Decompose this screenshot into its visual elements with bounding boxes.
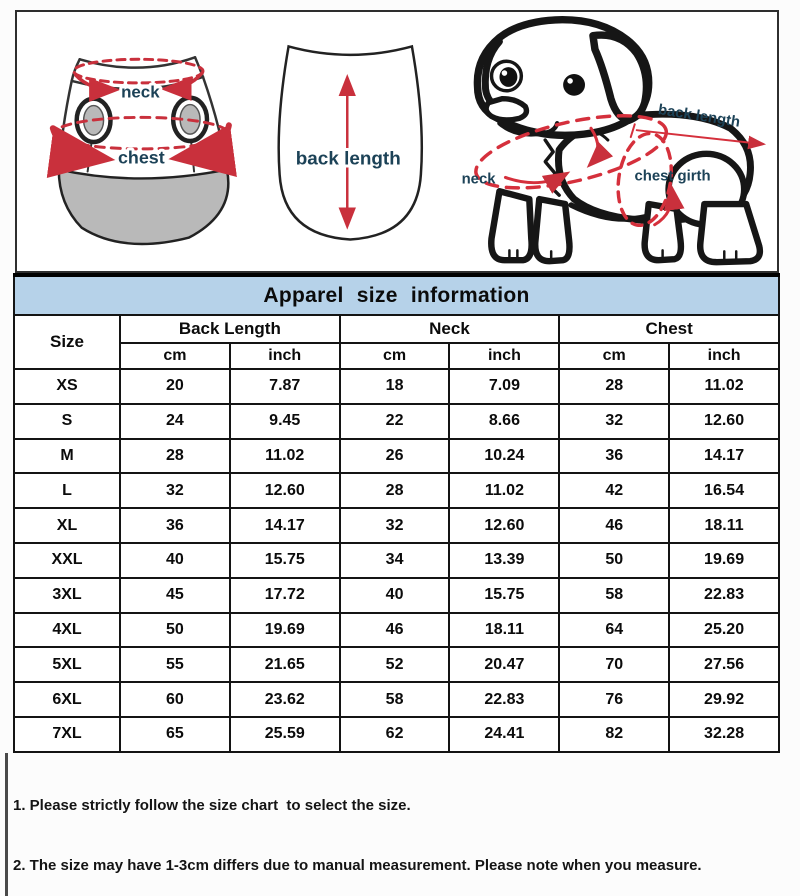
measurement-cell: 23.62 (230, 682, 340, 717)
measurement-cell: 18.11 (669, 508, 779, 543)
measurement-cell: 25.20 (669, 613, 779, 648)
measurement-cell: 28 (120, 439, 230, 474)
measurement-cell: 32 (120, 473, 230, 508)
unit-header-inch: inch (230, 343, 340, 369)
size-row-xs (14, 369, 779, 404)
size-label-cell: XXL (14, 543, 120, 578)
measurement-diagram (17, 12, 777, 271)
unit-header-inch: inch (449, 343, 559, 369)
measurement-cell: 46 (340, 613, 450, 648)
measurement-cell: 26 (340, 439, 450, 474)
measurement-cell: 9.45 (230, 404, 340, 439)
dog-nose (486, 99, 526, 120)
dog-chest-girth-label: chest girth (634, 168, 711, 185)
measurement-cell: 24.41 (449, 717, 559, 752)
measurement-cell: 11.02 (669, 369, 779, 404)
table-title-row (14, 275, 779, 315)
back-length-group-header: Back Length (120, 315, 340, 343)
table-unit-header-row (14, 343, 779, 369)
unit-header-cm: cm (559, 343, 669, 369)
measurement-cell: 24 (120, 404, 230, 439)
measurement-cell: 45 (120, 578, 230, 613)
measurement-cell: 11.02 (449, 473, 559, 508)
measurement-cell: 12.60 (449, 508, 559, 543)
note-line-2: 2. The size may have 1-3cm differs due to manual measurement. Please note when you measure. (13, 857, 702, 874)
dog-back-length-label: back length (656, 102, 742, 131)
measurement-cell: 65 (120, 717, 230, 752)
measurement-cell: 46 (559, 508, 669, 543)
measurement-cell: 25.59 (230, 717, 340, 752)
measurement-cell: 18.11 (449, 613, 559, 648)
measurement-cell: 12.60 (669, 404, 779, 439)
measurement-cell: 21.65 (230, 647, 340, 682)
measurement-cell: 27.56 (669, 647, 779, 682)
measurement-cell: 19.69 (230, 613, 340, 648)
size-row-l (14, 473, 779, 508)
measurement-cell: 22.83 (669, 578, 779, 613)
measurement-cell: 16.54 (669, 473, 779, 508)
neck-group-header: Neck (340, 315, 560, 343)
garment-chest-label: chest (117, 147, 165, 168)
measurement-cell: 40 (340, 578, 450, 613)
unit-header-cm: cm (340, 343, 450, 369)
measurement-cell: 18 (340, 369, 450, 404)
measurement-cell: 14.17 (230, 508, 340, 543)
garment-back-outline (279, 46, 422, 239)
garment-back-length-label: back length (295, 147, 401, 169)
size-row-7xl (14, 717, 779, 752)
measurement-cell: 15.75 (449, 578, 559, 613)
measurement-cell: 36 (559, 439, 669, 474)
measurement-cell: 42 (559, 473, 669, 508)
measurement-cell: 50 (559, 543, 669, 578)
measurement-cell: 14.17 (669, 439, 779, 474)
size-row-5xl (14, 647, 779, 682)
size-row-xxl (14, 543, 779, 578)
measurement-cell: 17.72 (230, 578, 340, 613)
size-row-m (14, 439, 779, 474)
measurement-cell: 19.69 (669, 543, 779, 578)
measurement-cell: 70 (559, 647, 669, 682)
size-table-body (14, 369, 779, 752)
size-label-cell: XS (14, 369, 120, 404)
measurement-cell: 58 (559, 578, 669, 613)
size-row-3xl (14, 578, 779, 613)
size-table (13, 273, 780, 753)
measurement-cell: 82 (559, 717, 669, 752)
size-label-cell: 6XL (14, 682, 120, 717)
footer-notes (5, 753, 793, 896)
dog-neck-label: neck (461, 171, 496, 188)
size-label-cell: L (14, 473, 120, 508)
size-label-cell: S (14, 404, 120, 439)
unit-header-inch: inch (669, 343, 779, 369)
measurement-cell: 8.66 (449, 404, 559, 439)
measurement-cell: 22 (340, 404, 450, 439)
size-label-cell: M (14, 439, 120, 474)
measurement-cell: 22.83 (449, 682, 559, 717)
garment-front-hem (59, 170, 229, 244)
measurement-diagram-panel (15, 10, 779, 273)
measurement-cell: 58 (340, 682, 450, 717)
note-line-1: 1. Please strictly follow the size chart to select the size. (13, 797, 411, 814)
size-label-cell: 4XL (14, 613, 120, 648)
garment-back-diagram (279, 46, 422, 239)
measurement-cell: 12.60 (230, 473, 340, 508)
measurement-cell: 32 (559, 404, 669, 439)
measurement-cell: 62 (340, 717, 450, 752)
measurement-cell: 11.02 (230, 439, 340, 474)
measurement-cell: 28 (559, 369, 669, 404)
measurement-cell: 10.24 (449, 439, 559, 474)
size-label-cell: 5XL (14, 647, 120, 682)
measurement-cell: 55 (120, 647, 230, 682)
size-label-cell: 7XL (14, 717, 120, 752)
measurement-cell: 52 (340, 647, 450, 682)
measurement-cell: 7.87 (230, 369, 340, 404)
measurement-cell: 20 (120, 369, 230, 404)
measurement-cell: 76 (559, 682, 669, 717)
chest-group-header: Chest (559, 315, 779, 343)
size-row-6xl (14, 682, 779, 717)
size-row-4xl (14, 613, 779, 648)
unit-header-cm: cm (120, 343, 230, 369)
measurement-cell: 13.39 (449, 543, 559, 578)
measurement-cell: 20.47 (449, 647, 559, 682)
measurement-cell: 40 (120, 543, 230, 578)
measurement-cell: 7.09 (449, 369, 559, 404)
measurement-cell: 36 (120, 508, 230, 543)
dog-diagram (462, 20, 762, 262)
table-group-header-row (14, 315, 779, 343)
measurement-cell: 28 (340, 473, 450, 508)
measurement-cell: 64 (559, 613, 669, 648)
measurement-cell: 32 (340, 508, 450, 543)
size-row-xl (14, 508, 779, 543)
measurement-cell: 50 (120, 613, 230, 648)
size-column-header: Size (14, 315, 120, 369)
measurement-cell: 15.75 (230, 543, 340, 578)
size-row-s (14, 404, 779, 439)
measurement-cell: 34 (340, 543, 450, 578)
garment-front-diagram (53, 57, 229, 244)
size-label-cell: 3XL (14, 578, 120, 613)
size-label-cell: XL (14, 508, 120, 543)
measurement-cell: 32.28 (669, 717, 779, 752)
measurement-cell: 60 (120, 682, 230, 717)
garment-neck-label: neck (121, 82, 160, 102)
table-title: Apparel size information (14, 275, 779, 315)
measurement-cell: 29.92 (669, 682, 779, 717)
